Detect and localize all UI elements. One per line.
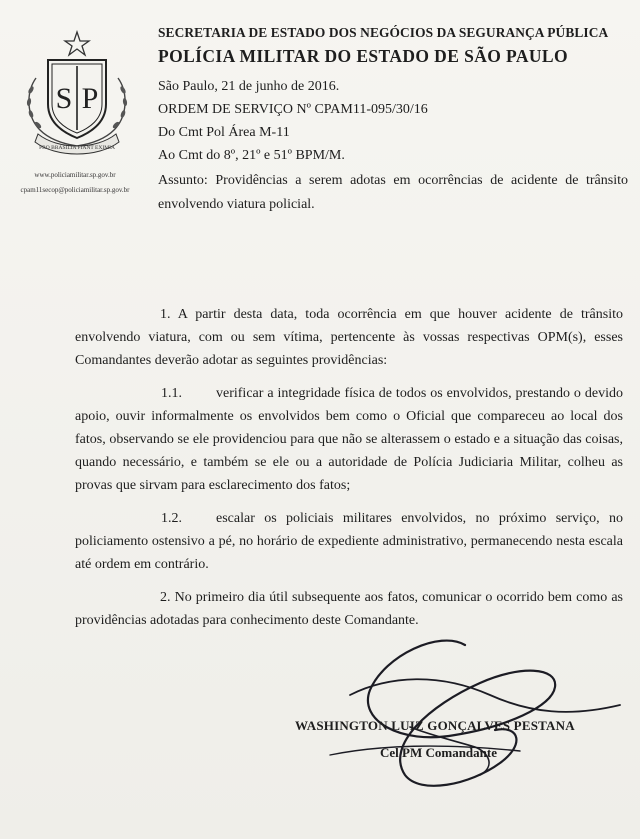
- item-1-2: [75, 507, 623, 576]
- document-body: [75, 303, 623, 632]
- sender-line: Do Cmt Pol Área M-11: [158, 125, 290, 140]
- item-1-1-number: 1.1.: [161, 386, 182, 401]
- paragraph-1: 1. A partir desta data, toda ocorrência em que houver acidente de trânsito envolvendo viatura, com ou sem vítima, pertencente às vossas respectivas OPM(s), esses Comandantes deverão adotar as seguintes providências:: [75, 307, 623, 368]
- letterhead-contacts: [0, 168, 150, 198]
- letterhead-header: [158, 24, 628, 217]
- recipient-line: Ao Cmt do 8º, 21º e 51º BPM/M.: [158, 148, 345, 163]
- signatory-name: WASHINGTON LUIZ GONÇALVES PESTANA: [295, 718, 575, 733]
- svg-text:S: S: [55, 82, 73, 115]
- item-1-1-text: verificar a integridade física de todos os envolvidos, prestando o devido apoio, ouvir informalmente os envolvidos bem como o Oficial que compareceu ao local dos fatos, observando se ele providenciou para que não se alterassem o estado e a situação das coisas, quando necessário, e também se ele ou a autoridade de Polícia Judiciaria Militar, colheu as provas que sirvam para esclarecimento dos fatos;: [75, 386, 623, 493]
- document-date: São Paulo, 21 de junho de 2016.: [158, 79, 340, 94]
- svg-text:PRO BRASILIA FIANT EXIMIA: PRO BRASILIA FIANT EXIMIA: [39, 145, 115, 151]
- website-link[interactable]: www.policiamilitar.sp.gov.br: [34, 171, 116, 179]
- policia-title: POLÍCIA MILITAR DO ESTADO DE SÃO PAULO: [158, 46, 568, 66]
- item-1-2-text: escalar os policiais militares envolvidos, no próximo serviço, no policiamento ostensivo a pé, no horário de expediente administrativo, permanecendo nesta escala até ordem em contrário.: [75, 511, 623, 572]
- item-1-2-number: 1.2.: [161, 511, 182, 526]
- signatory-role: Cel PM Comandante: [380, 745, 497, 760]
- paragraph-2: 2. No primeiro dia útil subsequente aos fatos, comunicar o ocorrido bem como as providências adotadas para conhecimento deste Comandante.: [75, 590, 623, 628]
- subject-line: Assunto: Providências a serem adotas em ocorrências de acidente de trânsito envolvendo viatura policial.: [158, 173, 628, 212]
- svg-text:P: P: [81, 82, 99, 115]
- ordem-de-servico-number: ORDEM DE SERVIÇO Nº CPAM11-095/30/16: [158, 102, 428, 117]
- secretaria-title: SECRETARIA DE ESTADO DOS NEGÓCIOS DA SEGURANÇA PÚBLICA: [158, 25, 609, 40]
- sao-paulo-coat-of-arms-icon: [18, 30, 136, 160]
- email-link[interactable]: cpam11secop@policiamilitar.sp.gov.br: [20, 186, 130, 194]
- item-1-1: [75, 382, 623, 497]
